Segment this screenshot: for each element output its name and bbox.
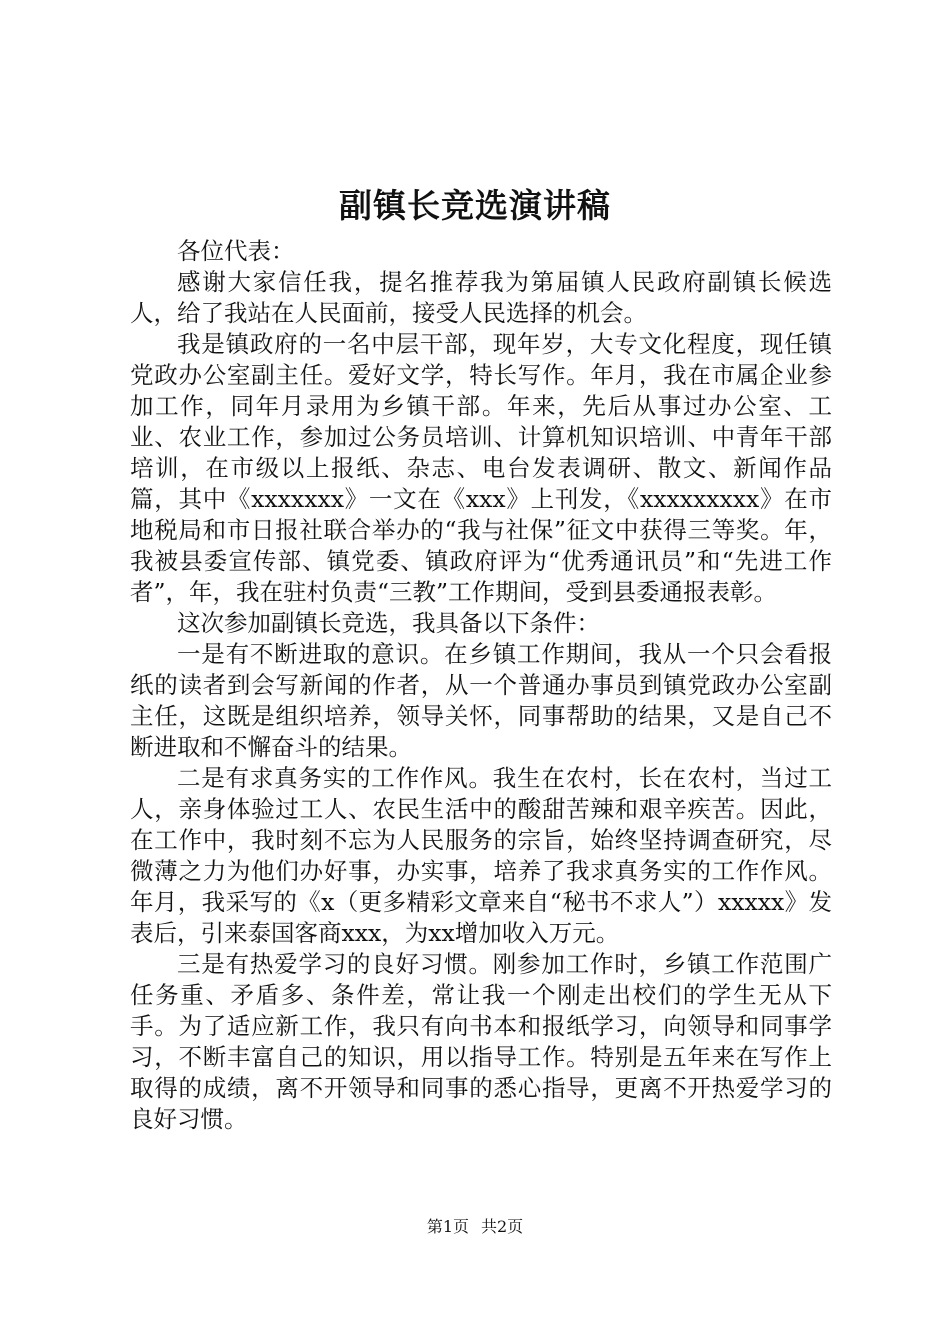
body-paragraph: 二是有求真务实的工作作风。我生在农村，长在农村，当过工人，亲身体验过工人、农民生活中的酸甜苦辣和艰辛疾苦。因此，在工作中，我时刻不忘为人民服务的宗旨，始终坚持调查研究，尽微薄之力为他们办好事，办实事，培养了我求真务实的工作作风。年月，我采写的《x（更多精彩文章来自“秘书不求人”）xxxxx》发表后，引来泰国客商xxx，为xx增加收入万元。 — [130, 764, 832, 947]
document-title: 副镇长竞选演讲稿 — [339, 186, 611, 225]
page-number: 第1页 — [426, 1217, 469, 1236]
body-paragraph: 三是有热爱学习的良好习惯。刚参加工作时，乡镇工作范围广任务重、矛盾多、条件差，常让我一个刚走出校们的学生无从下手。为了适应新工作，我只有向书本和报纸学习，向领导和同事学习，不断丰富自己的知识，用以指导工作。特别是五年来在写作上取得的成绩，离不开领导和同事的悉心指导，更离不开热爱学习的良好习惯。 — [130, 950, 832, 1133]
document-body — [130, 236, 832, 1135]
body-paragraph: 我是镇政府的一名中层干部，现年岁，大专文化程度，现任镇党政办公室副主任。爱好文学，特长写作。年月，我在市属企业参加工作，同年月录用为乡镇干部。年来，先后从事过办公室、工业、农业工作，参加过公务员培训、计算机知识培训、中青年干部培训，在市级以上报纸、杂志、电台发表调研、散文、新闻作品篇，其中《xxxxxxx》一文在《xxx》上刊发，《xxxxxxxxx》在市地税局和市日报社联合举办的“我与社保”征文中获得三等奖。年，我被县委宣传部、镇党委、镇政府评为“优秀通讯员”和“先进工作者”，年，我在驻村负责“三教”工作期间，受到县委通报表彰。 — [130, 330, 832, 606]
body-paragraph: 感谢大家信任我，提名推荐我为第届镇人民政府副镇长候选人，给了我站在人民面前，接受人民选择的机会。 — [130, 268, 832, 327]
body-paragraph: 一是有不断进取的意识。在乡镇工作期间，我从一个只会看报纸的读者到会写新闻的作者，从一个普通办事员到镇党政办公室副主任，这既是组织培养，领导关怀，同事帮助的结果，又是自己不断进取和不懈奋斗的结果。 — [130, 640, 832, 761]
page-total: 共2页 — [481, 1217, 524, 1236]
page-footer — [0, 1216, 950, 1238]
body-paragraph: 这次参加副镇长竞选，我具备以下条件： — [177, 609, 600, 637]
salutation-paragraph: 各位代表： — [177, 237, 295, 265]
